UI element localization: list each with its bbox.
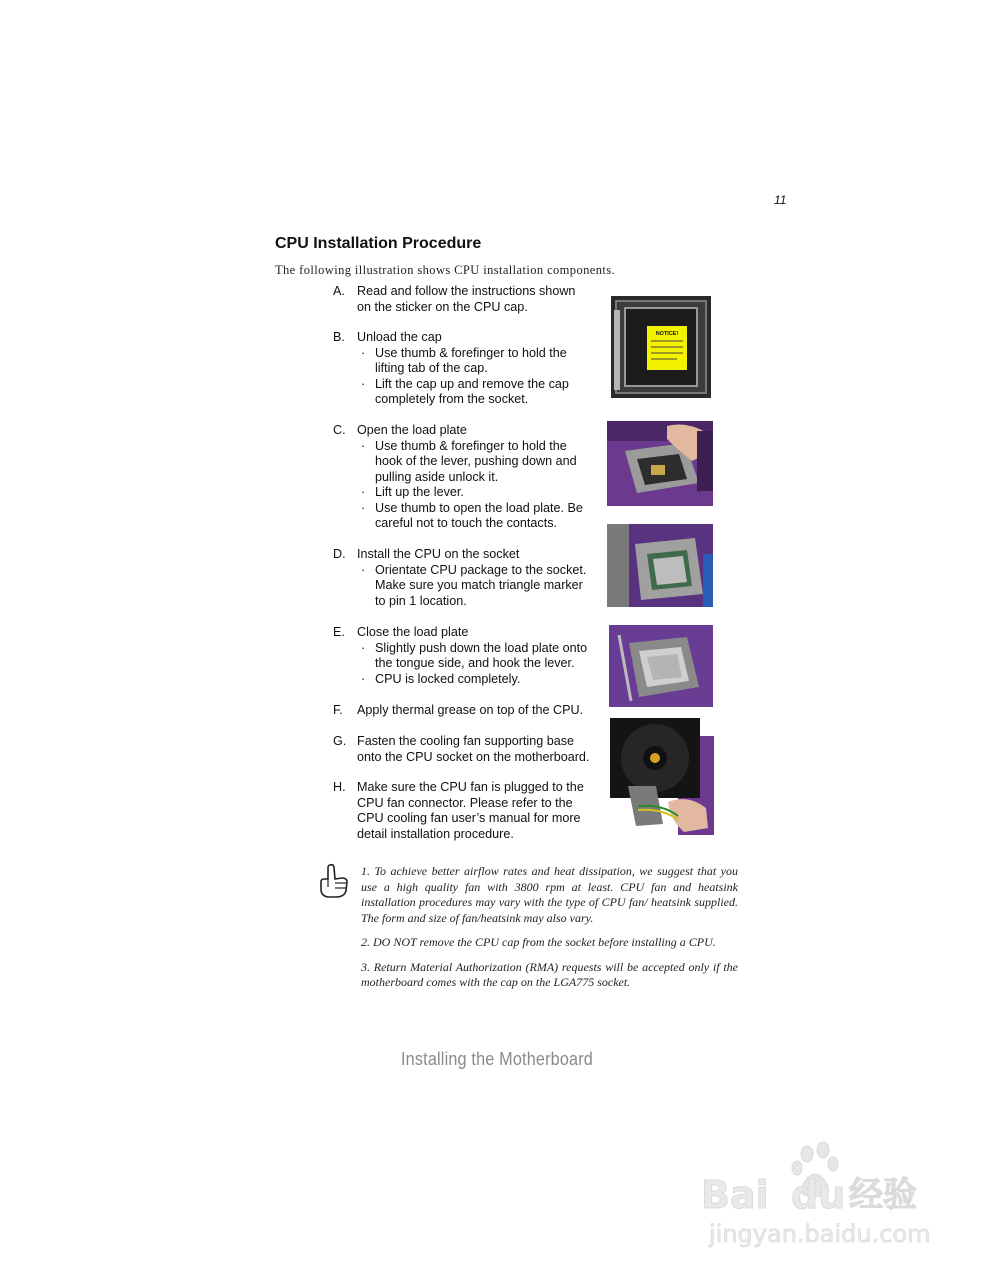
step-text: Close the load plate xyxy=(357,625,469,639)
page-title: CPU Installation Procedure xyxy=(275,235,482,252)
watermark-brand-text: Bai xyxy=(701,1173,769,1217)
bullet-text: hook of the lever, pushing down and xyxy=(375,454,577,468)
notice-sticker-text: NOTICE! xyxy=(655,331,679,337)
step-text: onto the CPU socket on the motherboard. xyxy=(357,749,590,764)
bullet-text: lifting tab of the cap. xyxy=(375,361,488,375)
step-text: on the sticker on the CPU cap. xyxy=(357,299,528,314)
note-2: 2. DO NOT remove the CPU cap from the socket before installing a CPU. xyxy=(361,935,716,949)
step-letter: F. xyxy=(333,703,343,717)
step-d xyxy=(333,547,601,609)
load-plate-open-photo xyxy=(607,421,713,506)
page-number: 11 xyxy=(774,193,787,207)
step-text: Fasten the cooling fan supporting base xyxy=(357,734,575,748)
bullet-text: Use thumb to open the load plate. Be xyxy=(375,500,583,515)
step-text: Install the CPU on the socket xyxy=(357,547,520,561)
step-letter: C. xyxy=(333,423,346,437)
step-letter: E. xyxy=(333,625,345,639)
bullet-text: Use thumb & forefinger to hold the xyxy=(375,438,567,453)
step-b xyxy=(333,330,601,408)
bullet-text: Make sure you match triangle marker xyxy=(375,578,583,592)
step-text: CPU fan connector. Please refer to the xyxy=(357,795,573,810)
bullet-text: to pin 1 location. xyxy=(375,593,467,608)
notes-section xyxy=(361,864,738,1000)
bullet-text: CPU is locked completely. xyxy=(375,671,521,686)
step-letter: G. xyxy=(333,734,347,748)
bullet-text: Lift the cap up and remove the cap xyxy=(375,376,569,391)
step-letter: D. xyxy=(333,547,346,561)
step-text: detail installation procedure. xyxy=(357,826,514,841)
watermark-url-text: jingyan.baidu.com xyxy=(709,1220,929,1248)
cpu-cap-photo xyxy=(611,296,711,398)
section-footer: Installing the Motherboard xyxy=(401,1049,593,1069)
baidu-watermark xyxy=(699,1140,929,1250)
pointing-hand-icon xyxy=(316,863,350,899)
step-g xyxy=(333,734,601,765)
intro-text: The following illustration shows CPU installation components. xyxy=(275,263,616,277)
watermark-brand2-text: du xyxy=(791,1173,846,1217)
step-text: Unload the cap xyxy=(357,330,442,344)
bullet-text: Slightly push down the load plate onto xyxy=(375,640,588,655)
step-h xyxy=(333,780,601,842)
step-letter: A. xyxy=(333,284,345,298)
install-cpu-photo xyxy=(607,524,713,607)
bullet: · xyxy=(361,500,366,515)
cooling-fan-photo xyxy=(608,716,714,835)
step-e xyxy=(333,625,601,687)
step-a xyxy=(333,284,601,315)
bullet: · xyxy=(361,485,366,499)
bullet-text: Use thumb & forefinger to hold the xyxy=(375,345,567,360)
step-text: Apply thermal grease on top of the CPU. xyxy=(357,703,584,717)
bullet-text: Orientate CPU package to the socket. xyxy=(375,562,587,577)
close-load-plate-photo xyxy=(609,625,713,707)
bullet: · xyxy=(361,345,366,360)
bullet: · xyxy=(361,562,366,577)
bullet: · xyxy=(361,438,366,453)
bullet: · xyxy=(361,376,366,391)
step-letter: H. xyxy=(333,780,346,794)
bullet: · xyxy=(361,640,366,655)
step-text: Make sure the CPU fan is plugged to the xyxy=(357,780,584,794)
bullet-text: pulling aside unlock it. xyxy=(375,469,499,484)
bullet-text: Lift up the lever. xyxy=(375,485,464,499)
step-c xyxy=(333,423,601,532)
step-f xyxy=(333,703,601,719)
step-text: Read and follow the instructions shown xyxy=(357,284,576,298)
bullet: · xyxy=(361,671,366,686)
step-text: Open the load plate xyxy=(357,423,467,437)
note-1: 1. To achieve better airflow rates and heat dissipation, we suggest that you use a high quality fan with 3800 rpm at least. CPU fan and heatsink installation procedures may vary with the type of CPU fan/ heatsink supplied. The form and size of fan/heatsink may also vary. xyxy=(361,864,738,925)
bullet-text: the tongue side, and hook the lever. xyxy=(375,656,575,670)
bullet-text: completely from the socket. xyxy=(375,392,529,406)
step-text: CPU cooling fan user’s manual for more xyxy=(357,811,581,825)
note-3: 3. Return Material Authorization (RMA) requests will be accepted only if the motherboard comes with the cap on the LGA775 socket. xyxy=(361,959,738,989)
step-letter: B. xyxy=(333,330,345,344)
bullet-text: careful not to touch the contacts. xyxy=(375,516,558,530)
watermark-cn-text: 经验 xyxy=(849,1175,917,1215)
